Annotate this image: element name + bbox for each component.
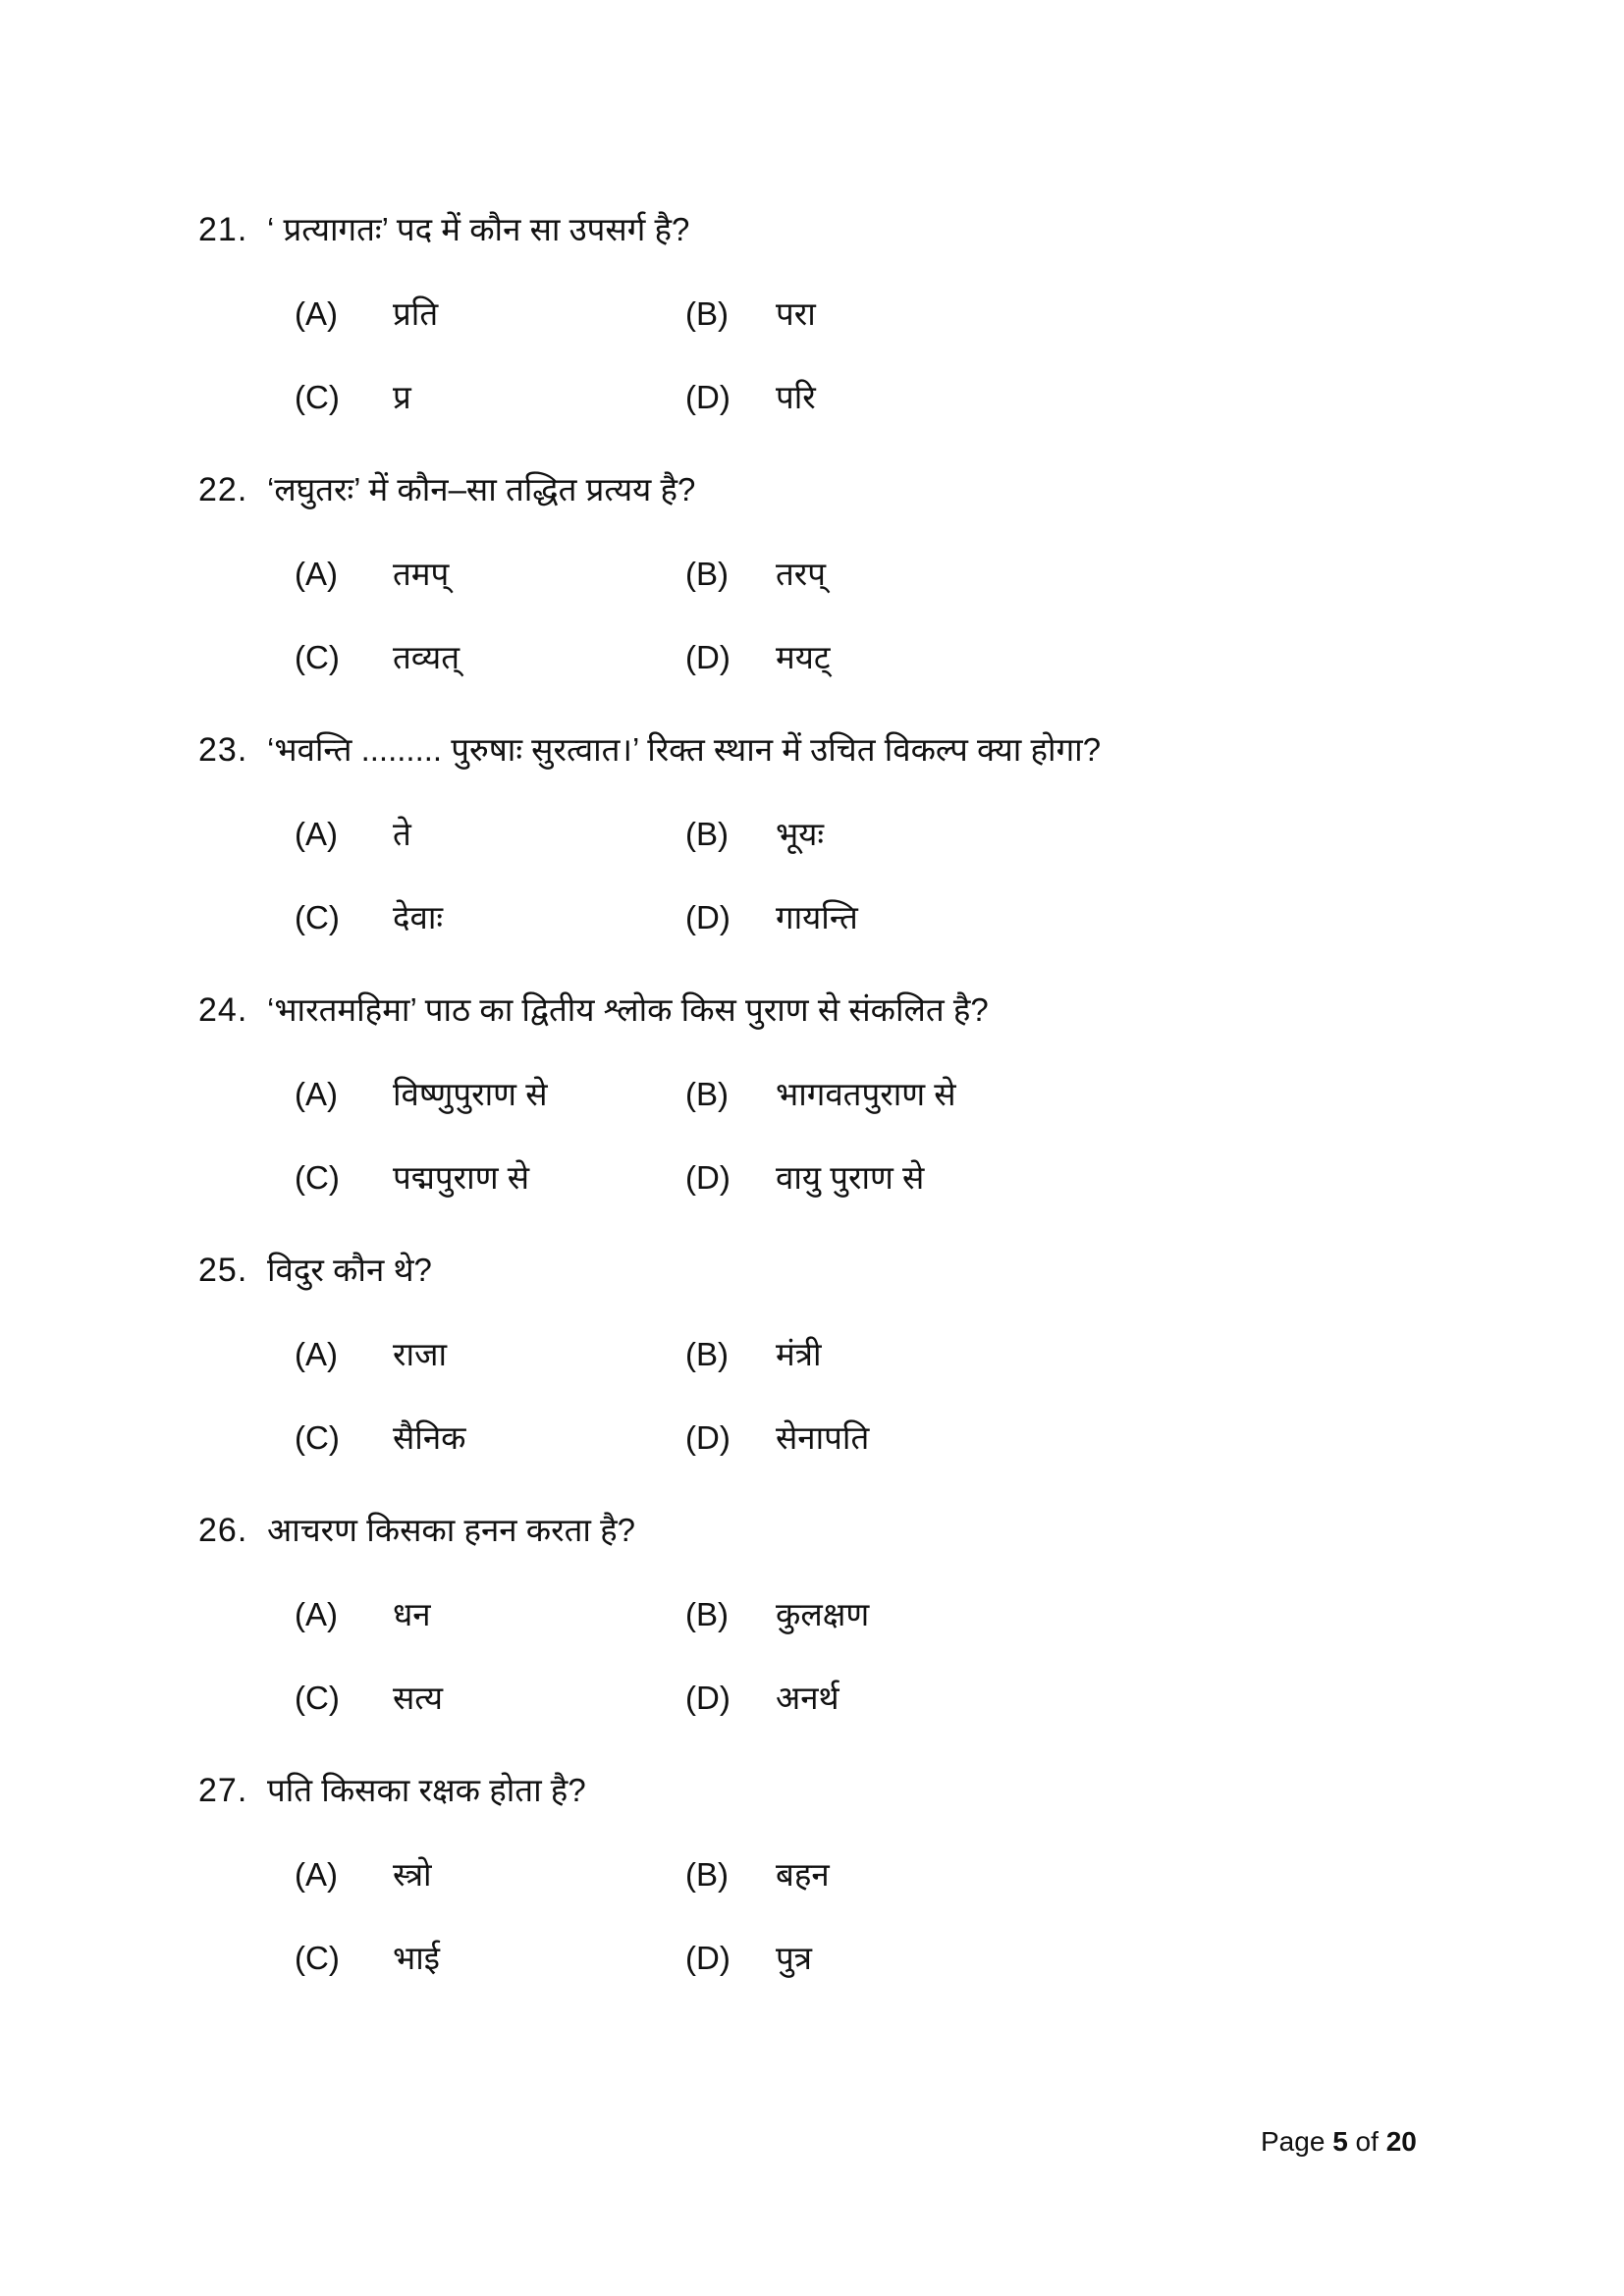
footer-total-pages: 20 [1385,2126,1417,2157]
option-d-label: (D) [685,1159,731,1196]
option-d-text: परि [776,379,816,415]
option-c-label: (C) [295,1159,340,1196]
question-number: 21. [198,211,248,248]
option-b-text: कुलक्षण [776,1596,870,1632]
question-21 [0,209,1624,469]
option-a-label: (A) [295,1856,338,1893]
footer-page-number: 5 [1332,2126,1348,2157]
option-c-label: (C) [295,379,340,415]
option-a-text: धन [393,1596,431,1632]
question-number: 27. [198,1772,248,1809]
question-number: 25. [198,1252,248,1289]
option-c-text: सत्य [393,1680,444,1716]
option-b-text: मंत्री [776,1336,822,1372]
option-a-text: राजा [393,1336,448,1372]
option-b-text: भागवतपुराण से [776,1076,956,1112]
question-text: पति किसका रक्षक होता है? [267,1772,586,1808]
option-c-label: (C) [295,1940,340,1976]
option-a-text: प्रति [393,295,439,332]
footer-of-word: of [1355,2126,1379,2157]
question-22 [0,469,1624,729]
question-number: 26. [198,1512,248,1549]
option-d-text: अनर्थ [776,1680,839,1716]
question-27 [0,1770,1624,2030]
option-b-label: (B) [685,295,729,332]
option-b-label: (B) [685,1336,729,1372]
question-text: ‘भारतमहिमा’ पाठ का द्वितीय श्लोक किस पुराण से संकलित है? [267,991,989,1028]
option-c-text: भाई [393,1940,440,1976]
option-c-label: (C) [295,1680,340,1716]
question-number: 24. [198,991,248,1029]
option-c-label: (C) [295,899,340,935]
option-b-label: (B) [685,556,729,592]
option-d-label: (D) [685,1940,731,1976]
question-25 [0,1250,1624,1510]
option-b-label: (B) [685,1076,729,1112]
option-c-label: (C) [295,639,340,675]
option-c-text: प्र [393,379,411,415]
option-b-text: तरप् [776,556,827,592]
question-number: 22. [198,471,248,508]
question-text: विदुर कौन थे? [267,1252,432,1288]
option-c-text: देवाः [393,899,444,935]
footer-page-word: Page [1261,2126,1326,2157]
option-b-text: परा [776,295,816,332]
option-d-text: सेनापति [776,1419,870,1456]
question-24 [0,989,1624,1250]
option-d-text: मयट् [776,639,831,675]
option-c-text: सैनिक [393,1419,466,1456]
option-a-label: (A) [295,1076,338,1112]
option-a-label: (A) [295,1336,338,1372]
question-text: ‘ प्रत्यागतः’ पद में कौन सा उपसर्ग है? [267,211,690,247]
option-d-label: (D) [685,639,731,675]
page-footer [1261,2126,1417,2158]
option-a-label: (A) [295,295,338,332]
option-c-label: (C) [295,1419,340,1456]
option-a-label: (A) [295,1596,338,1632]
option-a-text: स्त्रो [393,1856,432,1893]
option-d-text: गायन्ति [776,899,858,935]
option-d-label: (D) [685,379,731,415]
option-b-label: (B) [685,816,729,852]
option-c-text: पद्मपुराण से [393,1159,530,1196]
option-a-text: ते [393,816,411,852]
option-d-label: (D) [685,1419,731,1456]
question-26 [0,1510,1624,1770]
option-d-label: (D) [685,899,731,935]
option-c-text: तव्यत् [393,639,460,675]
question-text: ‘भवन्ति ......... पुरुषाः सुरत्वात।’ रिक्त स्थान में उचित विकल्प क्या होगा? [267,731,1102,768]
option-a-label: (A) [295,816,338,852]
option-b-text: भूयः [776,816,825,852]
question-number: 23. [198,731,248,769]
option-b-label: (B) [685,1596,729,1632]
option-a-label: (A) [295,556,338,592]
question-23 [0,729,1624,989]
question-text: आचरण किसका हनन करता है? [267,1512,636,1548]
option-a-text: तमप् [393,556,450,592]
option-b-label: (B) [685,1856,729,1893]
option-d-text: वायु पुराण से [776,1159,925,1196]
option-d-label: (D) [685,1680,731,1716]
option-b-text: बहन [776,1856,830,1893]
option-d-text: पुत्र [776,1940,812,1976]
option-a-text: विष्णुपुराण से [393,1076,548,1112]
question-text: ‘लघुतरः’ में कौन–सा तद्धित प्रत्यय है? [267,471,696,507]
